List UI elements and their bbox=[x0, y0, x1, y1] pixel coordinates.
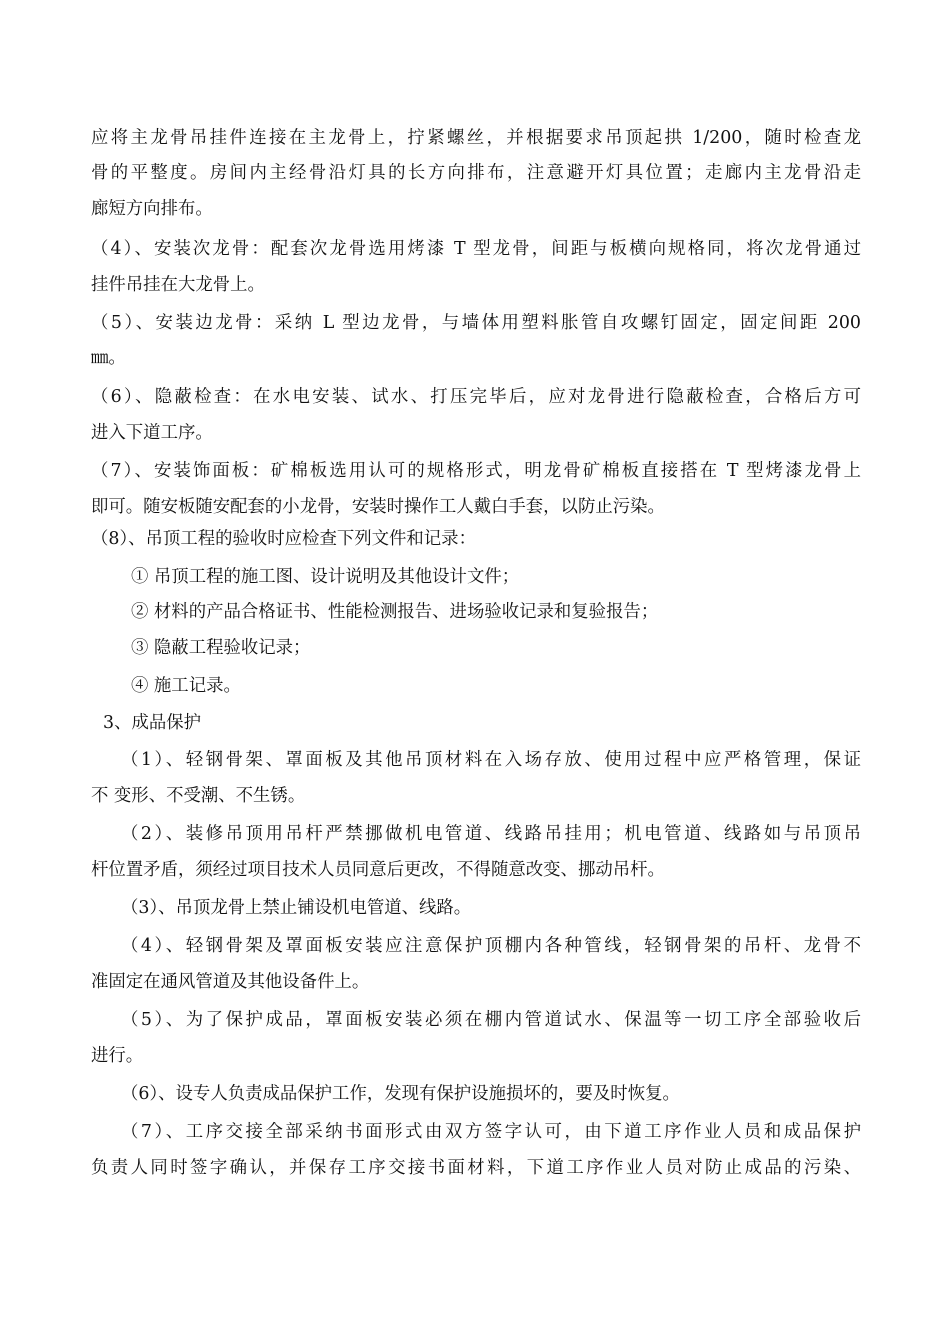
text-line: 不 变形、不受潮、不生锈。 bbox=[91, 786, 306, 806]
text-line: ② 材料的产品合格证书、性能检测报告、进场验收记录和复验报告； bbox=[131, 602, 659, 622]
text-line: （7）、安装饰面板：矿棉板选用认可的规格形式，明龙骨矿棉板直接搭在 T 型烤漆龙骨上 bbox=[91, 461, 861, 481]
text-line: （7）、工序交接全部采纳书面形式由双方签字认可，由下道工序作业人员和成品保护 bbox=[121, 1122, 861, 1142]
text-line: 进入下道工序。 bbox=[91, 423, 213, 443]
text-line: （5）、安装边龙骨：采纳 L 型边龙骨，与墙体用塑料胀管自攻螺钉固定，固定间距 200 bbox=[91, 313, 861, 333]
text-line: ④ 施工记录。 bbox=[131, 676, 241, 696]
text-line: （5）、为了保护成品，罩面板安装必须在棚内管道试水、保温等一切工序全部验收后 bbox=[121, 1010, 861, 1030]
text-line: 骨的平整度。房间内主经骨沿灯具的长方向排布，注意避开灯具位置；走廊内主龙骨沿走 bbox=[91, 163, 861, 183]
text-line: 负责人同时签字确认，并保存工序交接书面材料，下道工序作业人员对防止成品的污染、 bbox=[91, 1158, 861, 1178]
text-line: 挂件吊挂在大龙骨上。 bbox=[91, 275, 265, 295]
text-line: 3、成品保护 bbox=[103, 713, 202, 733]
text-line: 进行。 bbox=[91, 1046, 144, 1066]
text-line: （2）、装修吊顶用吊杆严禁挪做机电管道、线路吊挂用；机电管道、线路如与吊顶吊 bbox=[121, 824, 861, 844]
text-line: （4）、安装次龙骨：配套次龙骨选用烤漆 T 型龙骨，间距与板横向规格同，将次龙骨通过 bbox=[91, 239, 861, 259]
text-line: （4）、轻钢骨架及罩面板安装应注意保护顶棚内各种管线，轻钢骨架的吊杆、龙骨不 bbox=[121, 936, 861, 956]
text-line: （3）、吊顶龙骨上禁止铺设机电管道、线路。 bbox=[121, 898, 472, 918]
text-line: 即可。随安板随安配套的小龙骨，安装时操作工人戴白手套，以防止污染。 bbox=[91, 497, 665, 517]
text-line: （8）、吊顶工程的验收时应检查下列文件和记录： bbox=[91, 529, 476, 549]
text-line: ㎜。 bbox=[91, 348, 126, 368]
text-line: ① 吊顶工程的施工图、设计说明及其他设计文件； bbox=[131, 567, 520, 587]
text-line: ③ 隐蔽工程验收记录； bbox=[131, 638, 311, 658]
text-line: （6）、设专人负责成品保护工作，发现有保护设施损坏的，要及时恢复。 bbox=[121, 1084, 680, 1104]
text-line: 杆位置矛盾，须经过项目技术人员同意后更改，不得随意改变、挪动吊杆。 bbox=[91, 860, 665, 880]
text-line: 准固定在通风管道及其他设备件上。 bbox=[91, 972, 370, 992]
text-line: （6）、隐蔽检查：在水电安装、试水、打压完毕后，应对龙骨进行隐蔽检查，合格后方可 bbox=[91, 387, 861, 407]
text-line: 应将主龙骨吊挂件连接在主龙骨上，拧紧螺丝，并根据要求吊顶起拱 1/200，随时检查龙 bbox=[91, 128, 861, 148]
text-line: 廊短方向排布。 bbox=[91, 199, 213, 219]
text-line: （1）、轻钢骨架、罩面板及其他吊顶材料在入场存放、使用过程中应严格管理，保证 bbox=[121, 750, 861, 770]
